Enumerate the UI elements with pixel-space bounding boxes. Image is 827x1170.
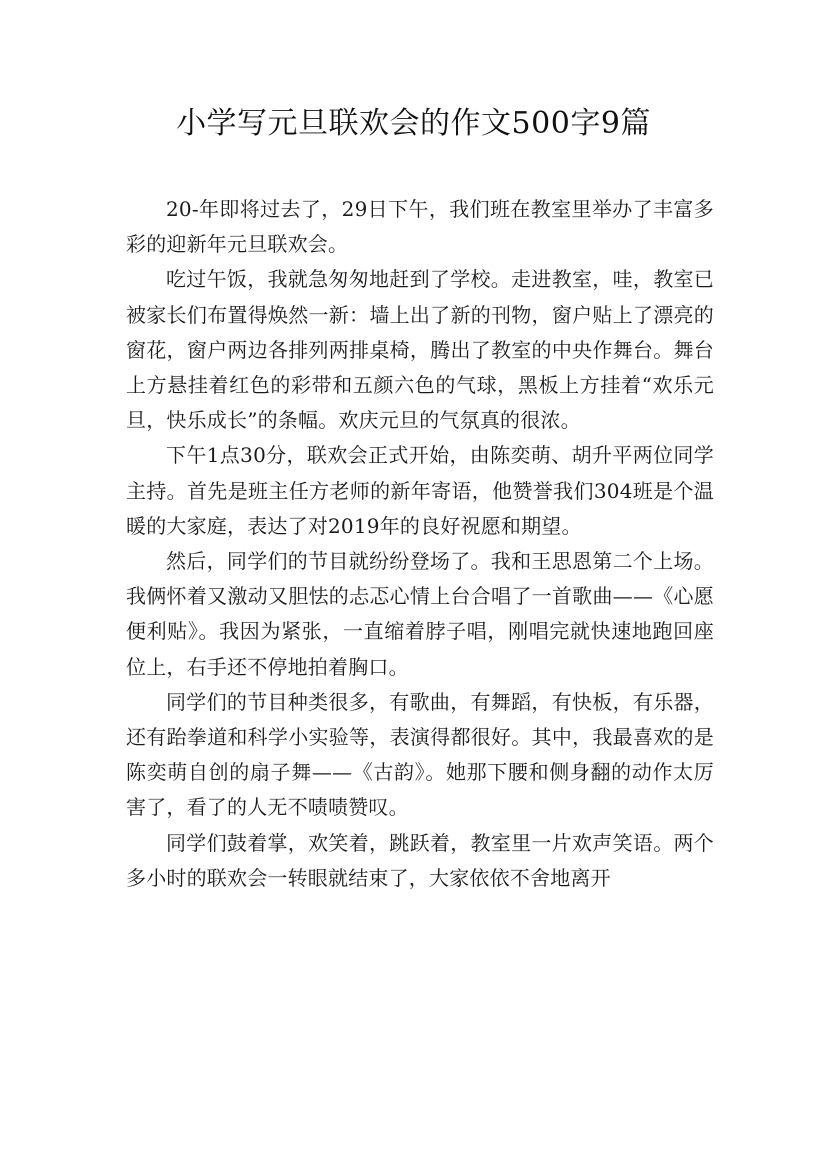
paragraph: 下午1点30分，联欢会正式开始，由陈奕萌、胡升平两位同学主持。首先是班主任方老师的新年寄语，他赞誉我们304班是个温暖的大家庭，表达了对2019年的良好祝愿和期望。 [126, 443, 714, 538]
paragraph: 吃过午饭，我就急匆匆地赶到了学校。走进教室，哇，教室已被家长们布置得焕然一新：墙上出了新的刊物，窗户贴上了漂亮的窗花，窗户两边各排列两排桌椅，腾出了教室的中央作舞台。舞台上方悬挂着红色的彩带和五颜六色的气球，黑板上方挂着“欢乐元旦，快乐成长”的条幅。欢庆元旦的气氛真的很浓。 [126, 267, 714, 433]
document-body [126, 192, 714, 896]
paragraph: 20-年即将过去了，29日下午，我们班在教室里举办了丰富多彩的迎新年元旦联欢会。 [126, 197, 714, 257]
paragraph: 然后，同学们的节目就纷纷登场了。我和王思恩第二个上场。我俩怀着又激动又胆怯的忐忑心情上台合唱了一首歌曲——《心愿便利贴》。我因为紧张，一直缩着脖子唱，刚唱完就快速地跑回座位上，右手还不停地拍着胸口。 [126, 549, 714, 679]
paragraph: 同学们鼓着掌，欢笑着，跳跃着，教室里一片欢声笑语。两个多小时的联欢会一转眼就结束了，大家依依不舍地离开 [126, 830, 714, 890]
document-title: 小学写元旦联欢会的作文500字9篇 [176, 106, 651, 141]
paragraph: 同学们的节目种类很多，有歌曲，有舞蹈，有快板，有乐器，还有跆拳道和科学小实验等，表演得都很好。其中，我最喜欢的是陈奕萌自创的扇子舞——《古韵》。她那下腰和侧身翻的动作太厉害了，看了的人无不啧啧赞叹。 [126, 689, 714, 820]
